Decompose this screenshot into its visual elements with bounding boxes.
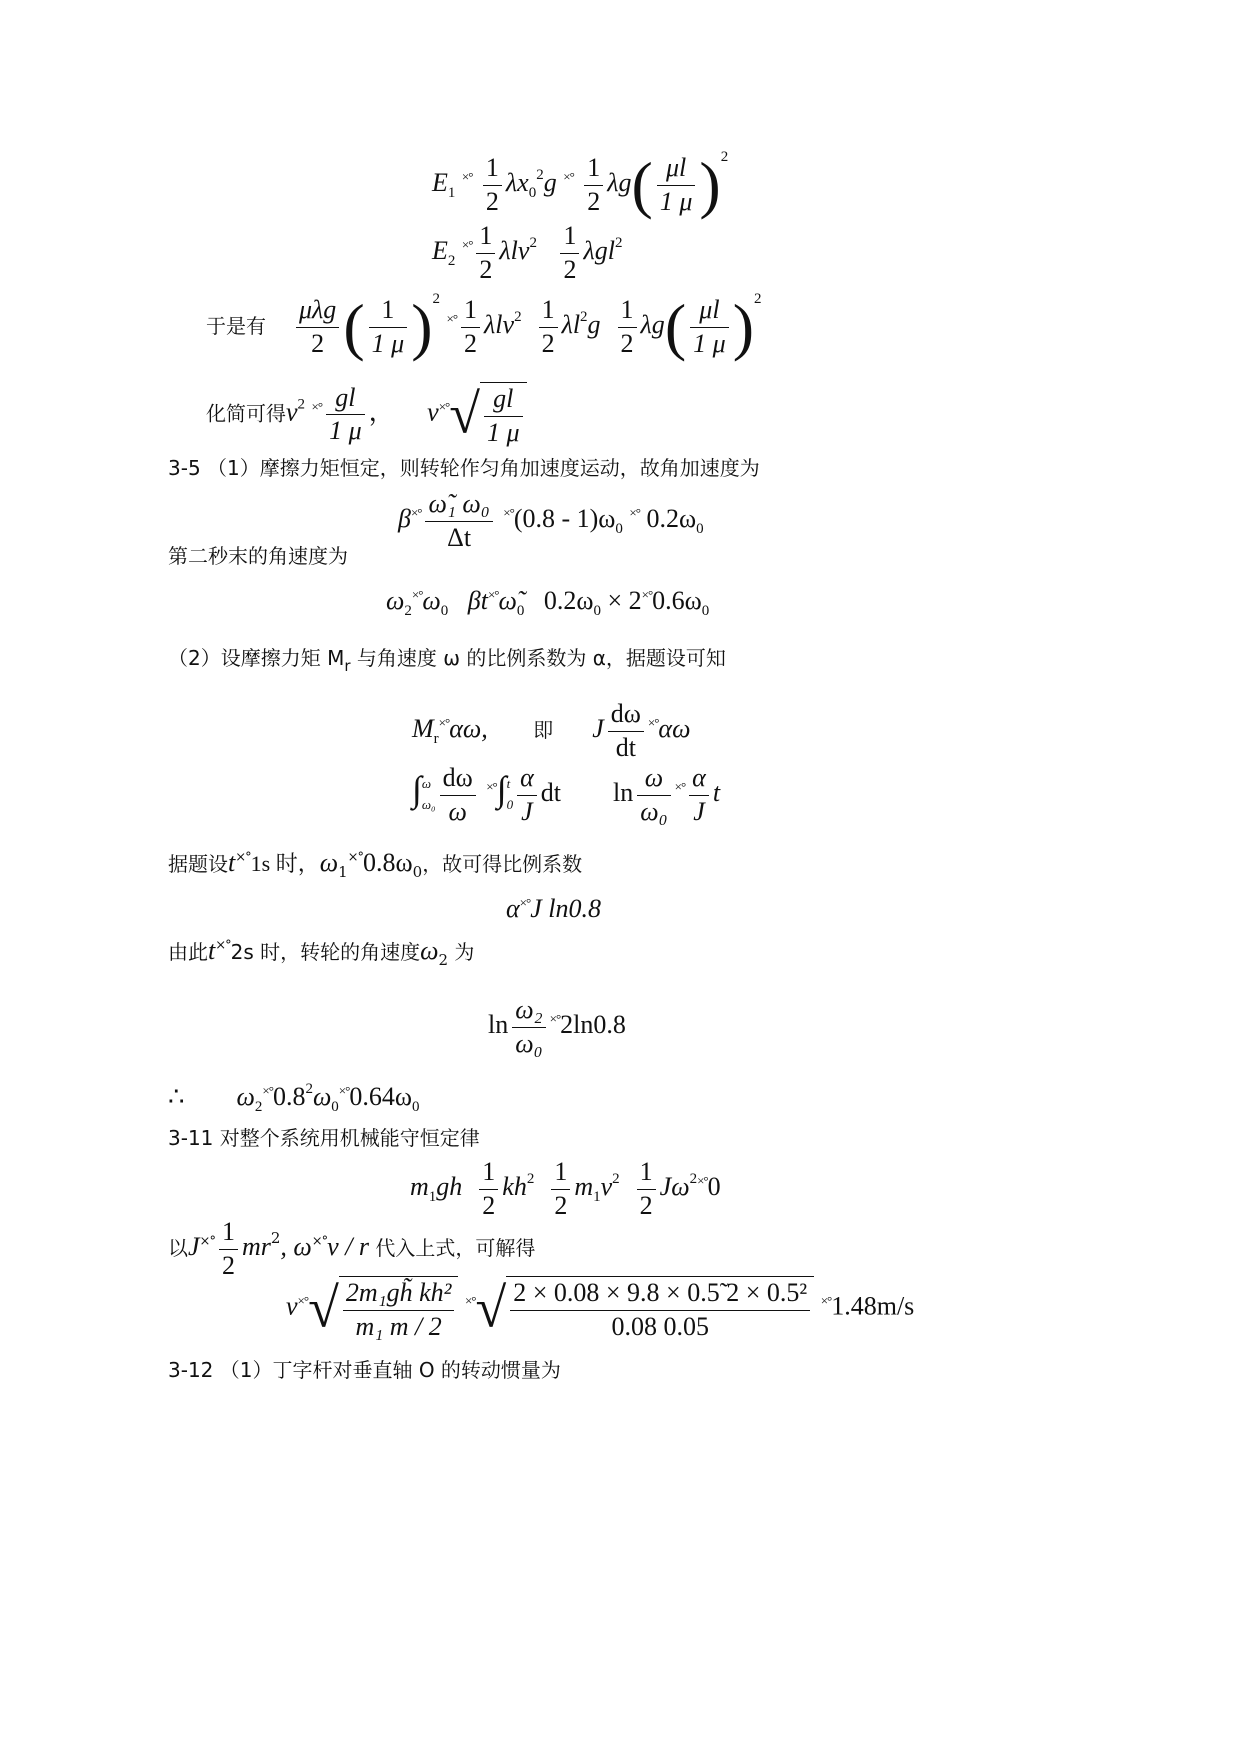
- equation-beta: β×° $\frac{\text{ω̃₁ ω₀}}{\Delta t}$ $^{\times^\circ}(0.8 - 1)\omega_0$ ×° $0.2\omega_0$: [398, 489, 704, 552]
- equation-mr: $M_r^{\times^\circ}\alpha\omega$, 即 J $\frac{d\omega}{dt}$ ×°αω: [412, 699, 691, 762]
- equation-energy: $m_1gh$ $\frac{1}{2}$ $kh^2$ $\frac{1}{2}$ $m_1v^2$ $\frac{1}{2}$ $J\omega^{2\times^\circ}0$: [410, 1157, 721, 1220]
- equation-omega2: $\omega_2^{\times^\circ}\omega_0$ $\beta t^{\times^\circ}\omegã_0$ $0.2\omega_0 \times 2^{\times^\circ}0.6\omega_0$: [386, 586, 710, 619]
- equation-e2: $E_2$ ×° $\frac{1}{2}$ λlv$^2$ $\frac{1}{2}$ λgl$^2$: [432, 221, 623, 284]
- problem-3-12-heading: 3-12 （1）丁字杆对垂直轴 O 的转动惯量为: [168, 1358, 561, 1382]
- equation-yushi: 于是有 $\frac{\text{μλg}}{2}$ ( $\frac{1}{1 \mu}$ )$^2$ ×° $\frac{1}{2}$ λlv$^2$ $\frac{1}{2}$ $\lambda l^2g$ $\frac{1}{2}$ λg( $\frac{\mu l}{1 \mu}$ )$^2$: [206, 291, 762, 363]
- equation-v: v×°√ $\frac{\text{2m₁gh̃ kh²}}{\text{m₁ m / 2}}$ ×°√ $\frac{\text{2 × 0.08 × 9.8 × 0.5̃ 2 × 0.5²}}{0.08 0.05}$ ×°1.48m/s: [286, 1277, 915, 1341]
- equation-e1: $E_1$ ×° $\frac{1}{2}$ $\lambda x_0^2g$ ×° $\frac{1}{2}$ λg( $\frac{\mu l}{1 \mu}$ )$^2$: [432, 149, 729, 221]
- equation-ln: ln $\frac{\text{ω₂}}{\text{ω₀}}$ ×°2ln0.8: [488, 995, 626, 1058]
- equation-huajian: 化简可得$v^2$ ×° $\frac{gl}{1 \mu}$ ， v×°√ $\frac{gl}{1 \mu}$: [206, 382, 527, 447]
- equation-integral: ∫ ω ω₀ $\frac{d\omega}{\omega}$ ×°∫ t 0 $\frac{\alpha}{J}$ dt ln $\frac{\omega}{\text{ω₀}}$ ×° $\frac{\alpha}{J}$ t: [412, 763, 721, 826]
- problem-3-11-heading: 3-11 对整个系统用机械能守恒定律: [168, 1126, 480, 1150]
- paragraph-youci: 由此t×°2s 时，转轮的角速度$\omega_2$ 为: [168, 936, 475, 969]
- problem-3-5-part2: （2）设摩擦力矩 $M_r$ 与角速度 ω 的比例系数为 α，据题设可知: [168, 646, 726, 675]
- equation-alpha: α×°J ln0.8: [506, 894, 601, 923]
- equation-therefore: ∴ $\omega_2^{\times^\circ}0.8^2\omega_0^{\times^\circ}0.64\omega_0$: [168, 1081, 420, 1115]
- paragraph-second: 第二秒末的角速度为: [168, 544, 348, 568]
- problem-3-5-heading: 3-5 （1）摩擦力矩恒定，则转轮作匀角加速度运动，故角加速度为: [168, 456, 760, 480]
- paragraph-jutishe: 据题设t×°1s 时，$\omega_1^{\times^\circ}0.8\omega_0$，故可得比例系数: [168, 848, 583, 881]
- paragraph-yi: 以J×° $\frac{1}{2}$ $mr^2$, ω×°v / r 代入上式，可解得: [168, 1217, 536, 1280]
